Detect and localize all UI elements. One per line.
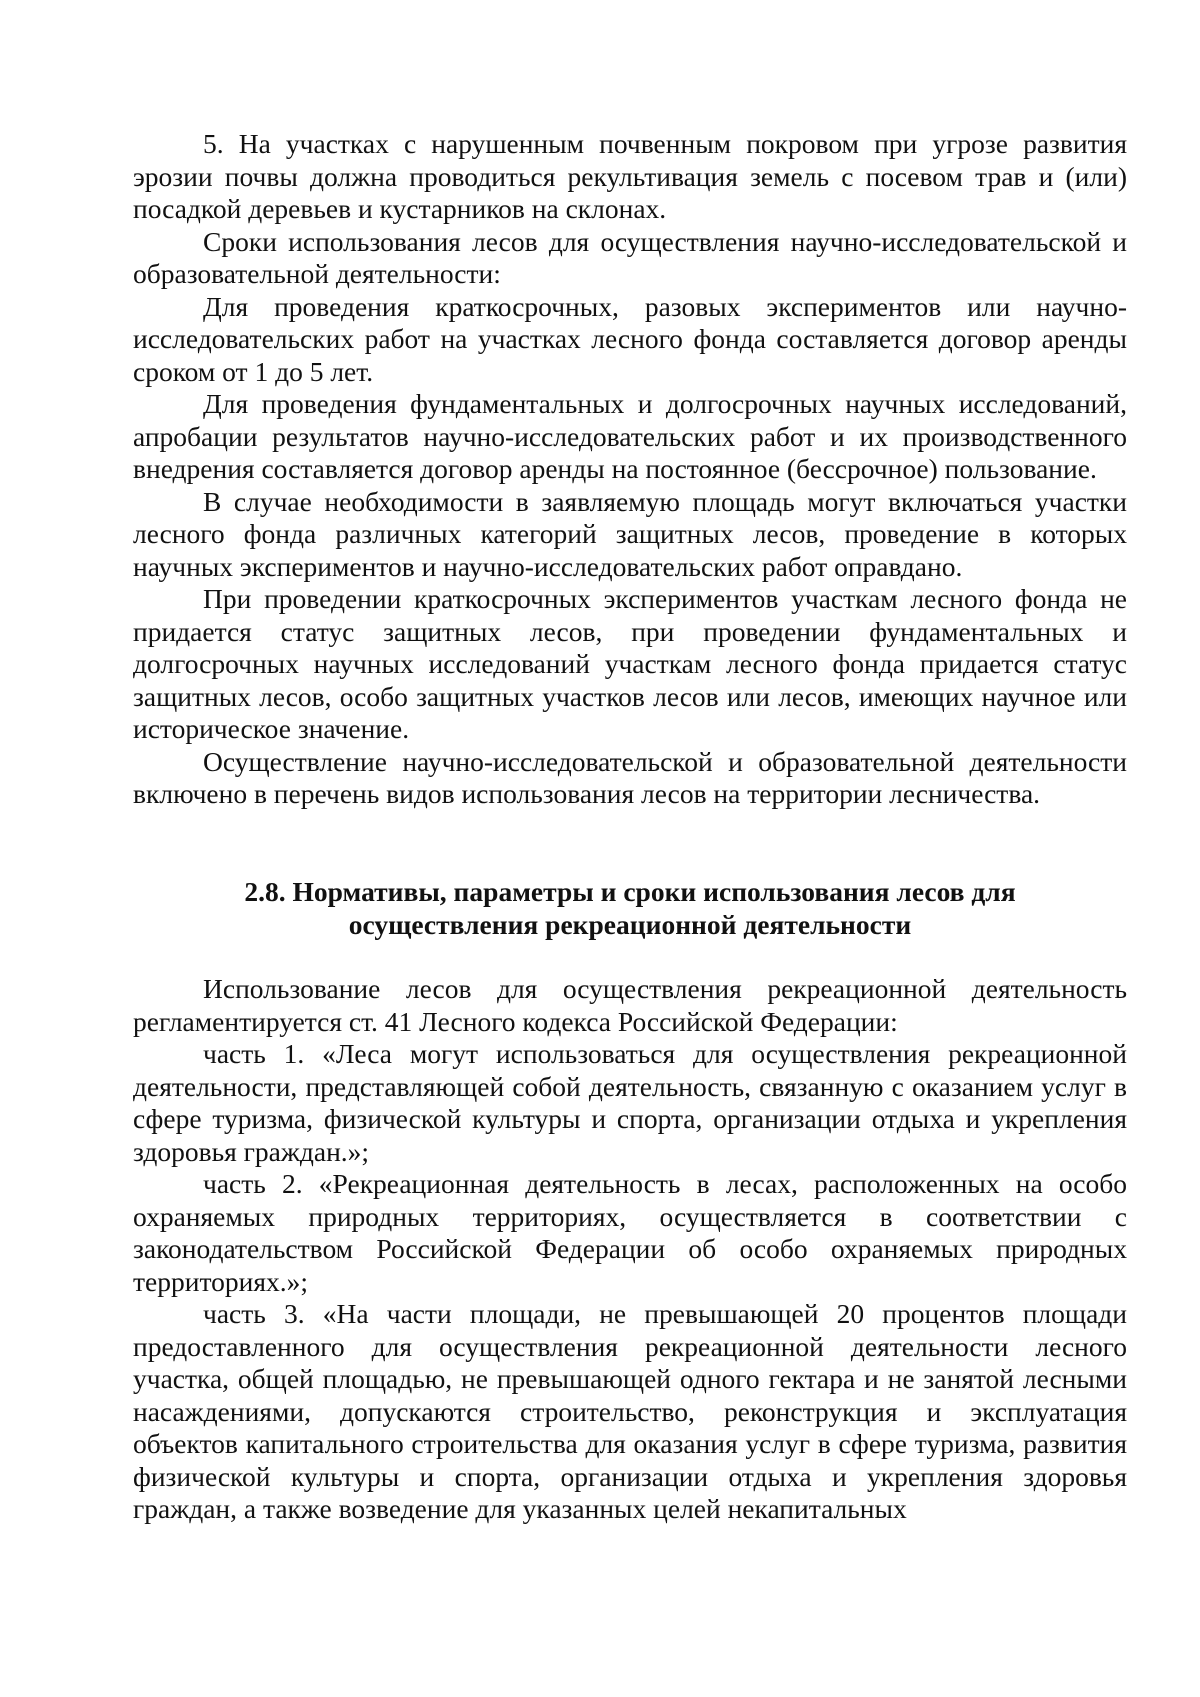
- section-heading: [133, 876, 1127, 941]
- paragraph-usage-types: Осуществление научно-исследовательской и образовательной деятельности включено в перечень видов использования лесов на территории лесничества.: [133, 745, 1127, 809]
- bottom-text-block: [133, 973, 1127, 1526]
- paragraph-reclamation: 5. На участках с нарушенным почвенным покровом при угрозе развития эрозии почвы должна проводиться рекультивация земель с посевом трав и (или) посадкой деревьев и кустарников на склонах.: [133, 128, 1127, 224]
- section-heading-line-2: осуществления рекреационной деятельности: [348, 908, 912, 940]
- paragraph-protective-categories: В случае необходимости в заявляемую площадь могут включаться участки лесного фонда различных категорий защитных лесов, проведение в которых научных экспериментов и научно-исследовательских работ оправдано.: [133, 485, 1127, 582]
- paragraph-part-3: часть 3. «На части площади, не превышающей 20 процентов площади предоставленного для осуществления рекреационной деятельности лесного участка, общей площадью, не превышающей одного гектара и не занятой лесными насаждениями, допускаются строительство, реконструкция и эксплуатация объектов капитального строительства для оказания услуг в сфере туризма, развития физической культуры и спорта, организации отдыха и укрепления здоровья граждан, а также возведение для указанных целей некапитальных: [133, 1298, 1127, 1524]
- paragraph-part-2: часть 2. «Рекреационная деятельность в лесах, расположенных на особо охраняемых природных территориях, осуществляется в соответствии с законодательством Российской Федерации об особо охраняемых природных территориях.»;: [133, 1168, 1127, 1297]
- paragraph-research-terms: Сроки использования лесов для осуществления научно-исследовательской и образовательной деятельности:: [133, 225, 1127, 289]
- section-heading-line-1: 2.8. Нормативы, параметры и сроки использования лесов для: [244, 876, 1016, 907]
- top-text-block: [133, 128, 1127, 811]
- paragraph-protective-status: При проведении краткосрочных экспериментов участкам лесного фонда не придается статус защитных лесов, при проведении фундаментальных и долгосрочных научных исследований участкам лесного фонда придается статус защитных лесов, особо защитных участков лесов или лесов, имеющих научное или историческое значение.: [133, 583, 1127, 744]
- paragraph-part-1: часть 1. «Леса могут использоваться для осуществления рекреационной деятельности, представляющей собой деятельность, связанную с оказанием услуг в сфере туризма, физической культуры и спорта, организации отдыха и укрепления здоровья граждан.»;: [133, 1038, 1127, 1167]
- paragraph-short-term-lease: Для проведения краткосрочных, разовых экспериментов или научно-исследовательских работ на участках лесного фонда составляется договор аренды сроком от 1 до 5 лет.: [133, 290, 1127, 387]
- paragraph-permanent-lease: Для проведения фундаментальных и долгосрочных научных исследований, апробации результатов научно-исследовательских работ и их производственного внедрения составляется договор аренды на постоянное (бессрочное) пользование.: [133, 388, 1127, 484]
- paragraph-regulation-intro: Использование лесов для осуществления рекреационной деятельность регламентируется ст. 41 Лесного кодекса Российской Федерации:: [133, 973, 1127, 1037]
